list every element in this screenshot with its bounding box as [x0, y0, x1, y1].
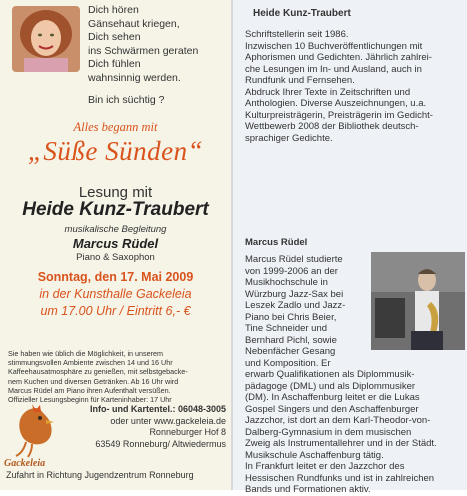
logo-wordmark: Gackeleia: [4, 458, 46, 469]
bio-line: Hessischen Rundfunks und ist in zahlreichen: [245, 472, 435, 484]
poem: [88, 4, 228, 85]
bio-author-text: [245, 29, 463, 144]
poem-line: wahnsinnig werden.: [88, 71, 181, 84]
bio-musician-text: [245, 254, 463, 496]
poem-line: Dich sehen: [88, 31, 141, 43]
contact-phone: Info- und Kartentel.: 06048-3005: [89, 404, 226, 414]
bio-line: (DM). In Aschaffenburg leitet er die Lukas: [245, 392, 420, 403]
notice-line: stimmungsvollen Ambiente zwischen 14 und 16 Uhr: [8, 358, 173, 368]
contact-street: Ronneburger Hof 8: [149, 427, 226, 437]
bio-line: Aphorismen und Gedichten. Jährlich zahlrei-: [245, 52, 432, 63]
bio-line: erwarb Qualifikationen als Diplommusik-: [245, 369, 415, 380]
bio-line: Würzburg Jazz-Sax bei: [245, 288, 344, 300]
contact-city: 63549 Ronneburg/ Altwiedermus: [95, 438, 226, 449]
event-venue: in der Kunsthalle Gackeleia: [39, 287, 192, 301]
bio-line: Piano bei Chris Beier,: [245, 311, 337, 323]
bio-line: Kulturpreisträgerin, Preisträgerin im Gedicht-: [245, 109, 433, 121]
bio-line: von 1999-2006 an der: [245, 265, 338, 277]
bio-line: Nebenfächer Gesang: [245, 346, 336, 357]
event-date: Sonntag, den 17. Mai 2009: [37, 270, 194, 284]
flyer-left-panel: [0, 0, 231, 490]
bio-line: Bernhard Pichl, sowie: [245, 334, 337, 346]
bio-line: Marcus Rüdel studierte: [245, 254, 343, 265]
flyer-right-panel: [233, 0, 467, 495]
musician-name: Marcus Rüdel: [72, 236, 159, 251]
bio-line: Tine Schneider und: [245, 323, 328, 334]
bio-line: Leszek Zadlo und Jazz-: [245, 300, 346, 311]
bio-line: Jazzchor, ist dort an dem Karl-Theodor-von-: [245, 415, 431, 426]
bio-line: Inzwischen 10 Buchveröffentlichungen mit: [245, 40, 423, 52]
poem-line: Gänsehaut kriegen,: [88, 17, 180, 30]
bio-line: Bands und Formationen aktiv.: [245, 484, 371, 495]
bio-line: Wettbewerb 2008 der Bibliothek deutsch-: [245, 121, 419, 132]
bio-line: Musikhochschule in: [245, 277, 328, 288]
bio-line: Zweig als Instrumentallehrer und in der Städt.: [245, 438, 437, 449]
event-title: „Süße Sünden“: [27, 136, 204, 166]
notice-line: nem Kuchen und diversen Getränken. Ab 16 Uhr wird: [8, 376, 179, 386]
notice-text: [8, 349, 226, 404]
bio-line: che Lesungen im In- und Ausland, auch in: [245, 63, 422, 75]
event-type: Lesung mit: [78, 184, 153, 201]
poem-question: Bin ich süchtig ?: [88, 94, 165, 106]
contact-info: [56, 404, 226, 450]
poem-line: Dich hören: [88, 4, 139, 16]
notice-line: Marcus Rüdel am Piano ihren Aufenthalt versüßen.: [8, 385, 171, 395]
bio-line: Gospel Singers und den Aschaffenburger: [245, 403, 419, 415]
instruments: Piano & Saxophon: [76, 252, 155, 263]
bio-line: Rundfunk und Fernsehen.: [245, 75, 355, 86]
event-time-price: um 17.00 Uhr / Eintritt 6,- €: [40, 304, 191, 318]
bio-heading-musician: Marcus Rüdel: [245, 237, 308, 248]
bio-line: Anthologien. Diverse Auszeichnungen, u.a.: [245, 98, 427, 109]
bio-line: Dalberg-Gymnasium in dem musischen: [245, 426, 412, 438]
poem-line: ins Schwärmen geraten: [88, 44, 199, 57]
bio-line: Abdruck Ihrer Texte in Zeitschriften und: [245, 86, 411, 98]
notice-line: Sie haben wie üblich die Möglichkeit, in unserem: [8, 349, 164, 358]
bio-line: und Komposition. Er: [245, 357, 331, 369]
event-intro: Alles begann mit: [73, 120, 158, 134]
bio-line: Musikschule Aschaffenburg tätig.: [245, 449, 384, 461]
author-portrait: [12, 6, 80, 72]
bio-heading-author: Heide Kunz-Traubert: [253, 8, 351, 19]
accompaniment-label: musikalische Begleitung: [64, 224, 167, 235]
notice-line: Offizieller Lesungsbeginn für Karteninhaber: 17 Uhr: [8, 395, 172, 405]
bio-line: Schriftstellerin seit 1986.: [245, 29, 349, 40]
contact-website[interactable]: oder unter www.gackeleia.de: [110, 415, 226, 426]
bio-line: In Frankfurt leitet er den Jazzchor des: [245, 461, 405, 472]
author-name: Heide Kunz-Traubert: [22, 199, 209, 220]
directions-text: Zufahrt in Richtung Jugendzentrum Ronneburg: [6, 470, 194, 480]
bio-line: pädagoge (DML) und als Diplommusiker: [245, 380, 416, 392]
poem-line: Dich fühlen: [88, 58, 141, 70]
notice-line: Kaffeehausatmosphäre zu genießen, mit selbstgebacke-: [8, 367, 188, 377]
bio-line: sprachiger Gedichte.: [245, 132, 333, 144]
